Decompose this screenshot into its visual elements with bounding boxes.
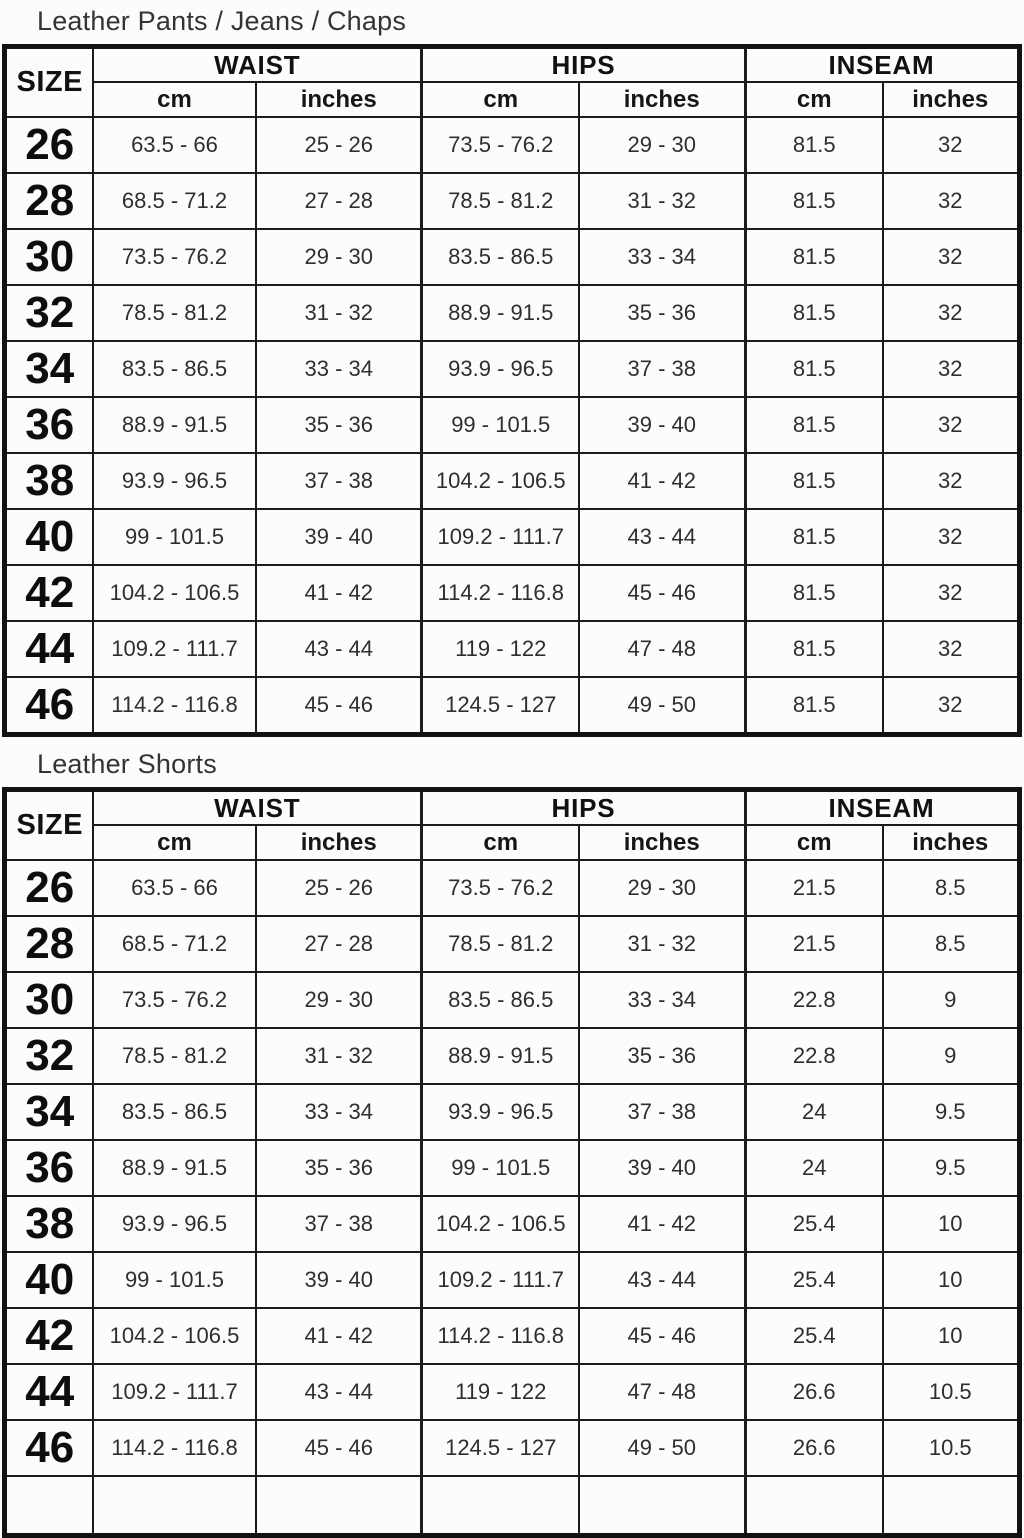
value-cell: 43 - 44 (579, 1252, 745, 1308)
value-cell: 25 - 26 (256, 117, 422, 173)
column-header-inseam-cm: cm (745, 82, 883, 117)
value-cell: 32 (883, 453, 1019, 509)
value-cell: 39 - 40 (579, 397, 745, 453)
value-cell: 45 - 46 (256, 677, 422, 735)
value-cell: 83.5 - 86.5 (422, 972, 579, 1028)
value-cell: 10.5 (883, 1420, 1019, 1476)
column-header-hips-cm: cm (422, 82, 579, 117)
value-cell: 8.5 (883, 916, 1019, 972)
size-cell: 36 (5, 1140, 93, 1196)
table-row (5, 1252, 1019, 1308)
value-cell: 31 - 32 (579, 916, 745, 972)
size-cell: 40 (5, 1252, 93, 1308)
value-cell: 9 (883, 1028, 1019, 1084)
value-cell: 31 - 32 (256, 1028, 422, 1084)
table-row (5, 1364, 1019, 1420)
value-cell: 25.4 (745, 1196, 883, 1252)
value-cell: 31 - 32 (579, 173, 745, 229)
table-row (5, 1308, 1019, 1364)
value-cell: 26.6 (745, 1420, 883, 1476)
size-cell: 38 (5, 453, 93, 509)
value-cell: 8.5 (883, 860, 1019, 916)
column-header-hips-cm: cm (422, 825, 579, 860)
value-cell: 37 - 38 (256, 453, 422, 509)
table-row (5, 229, 1019, 285)
size-cell: 28 (5, 916, 93, 972)
table-header (5, 790, 1019, 861)
column-header-inseam-inches: inches (883, 825, 1019, 860)
size-cell: 30 (5, 229, 93, 285)
value-cell: 25.4 (745, 1308, 883, 1364)
table-title-shorts: Leather Shorts (37, 749, 217, 779)
value-cell: 27 - 28 (256, 916, 422, 972)
value-cell: 32 (883, 565, 1019, 621)
column-header-inseam: INSEAM (745, 47, 1019, 83)
value-cell: 68.5 - 71.2 (93, 916, 256, 972)
value-cell: 81.5 (745, 453, 883, 509)
value-cell: 93.9 - 96.5 (422, 1084, 579, 1140)
size-cell: 32 (5, 1028, 93, 1084)
column-header-waist-cm: cm (93, 82, 256, 117)
value-cell: 43 - 44 (256, 621, 422, 677)
value-cell: 32 (883, 621, 1019, 677)
table-row (5, 285, 1019, 341)
value-cell: 73.5 - 76.2 (93, 972, 256, 1028)
column-header-waist: WAIST (93, 790, 422, 826)
size-cell: 32 (5, 285, 93, 341)
value-cell: 31 - 32 (256, 285, 422, 341)
value-cell: 109.2 - 111.7 (93, 621, 256, 677)
column-header-size: SIZE (5, 47, 93, 118)
value-cell: 49 - 50 (579, 677, 745, 735)
value-cell: 93.9 - 96.5 (93, 453, 256, 509)
size-cell: 40 (5, 509, 93, 565)
value-cell: 45 - 46 (579, 565, 745, 621)
value-cell: 39 - 40 (579, 1140, 745, 1196)
value-cell: 73.5 - 76.2 (93, 229, 256, 285)
value-cell: 83.5 - 86.5 (93, 1084, 256, 1140)
value-cell: 24 (745, 1140, 883, 1196)
value-cell: 45 - 46 (579, 1308, 745, 1364)
size-cell: 34 (5, 1084, 93, 1140)
value-cell: 104.2 - 106.5 (422, 453, 579, 509)
column-header-waist-cm: cm (93, 825, 256, 860)
size-cell: 36 (5, 397, 93, 453)
value-cell: 32 (883, 509, 1019, 565)
size-cell: 26 (5, 860, 93, 916)
size-cell: 44 (5, 621, 93, 677)
value-cell: 33 - 34 (256, 1084, 422, 1140)
value-cell: 33 - 34 (579, 972, 745, 1028)
value-cell: 109.2 - 111.7 (422, 1252, 579, 1308)
value-cell: 37 - 38 (579, 1084, 745, 1140)
value-cell: 37 - 38 (256, 1196, 422, 1252)
value-cell: 43 - 44 (579, 509, 745, 565)
table-row (5, 397, 1019, 453)
value-cell: 81.5 (745, 397, 883, 453)
value-cell: 83.5 - 86.5 (422, 229, 579, 285)
column-header-inseam: INSEAM (745, 790, 1019, 826)
value-cell: 35 - 36 (256, 1140, 422, 1196)
value-cell: 81.5 (745, 509, 883, 565)
value-cell: 81.5 (745, 341, 883, 397)
value-cell: 21.5 (745, 860, 883, 916)
table-row (5, 117, 1019, 173)
column-header-size: SIZE (5, 790, 93, 861)
column-header-hips-inches: inches (579, 82, 745, 117)
table-row (5, 509, 1019, 565)
value-cell: 32 (883, 397, 1019, 453)
size-cell: 46 (5, 677, 93, 735)
value-cell: 88.9 - 91.5 (93, 1140, 256, 1196)
value-cell: 119 - 122 (422, 1364, 579, 1420)
header-unit-row (5, 82, 1019, 117)
value-cell: 32 (883, 285, 1019, 341)
value-cell: 114.2 - 116.8 (422, 565, 579, 621)
value-cell: 81.5 (745, 677, 883, 735)
value-cell: 114.2 - 116.8 (93, 1420, 256, 1476)
table-body (5, 860, 1019, 1536)
value-cell: 68.5 - 71.2 (93, 173, 256, 229)
table-row (5, 173, 1019, 229)
value-cell: 114.2 - 116.8 (93, 677, 256, 735)
value-cell: 33 - 34 (579, 229, 745, 285)
column-header-waist-inches: inches (256, 82, 422, 117)
value-cell: 32 (883, 229, 1019, 285)
value-cell: 78.5 - 81.2 (422, 916, 579, 972)
table-title-pants: Leather Pants / Jeans / Chaps (37, 6, 407, 36)
value-cell: 35 - 36 (579, 285, 745, 341)
empty-cell (422, 1476, 579, 1536)
size-cell: 42 (5, 565, 93, 621)
empty-cell (256, 1476, 422, 1536)
value-cell: 27 - 28 (256, 173, 422, 229)
size-cell: 46 (5, 1420, 93, 1476)
value-cell: 32 (883, 173, 1019, 229)
value-cell: 9.5 (883, 1084, 1019, 1140)
table-row (5, 453, 1019, 509)
column-header-inseam-inches: inches (883, 82, 1019, 117)
value-cell: 41 - 42 (579, 453, 745, 509)
value-cell: 9 (883, 972, 1019, 1028)
size-cell: 44 (5, 1364, 93, 1420)
column-header-hips-inches: inches (579, 825, 745, 860)
value-cell: 33 - 34 (256, 341, 422, 397)
value-cell: 78.5 - 81.2 (93, 285, 256, 341)
size-cell: 42 (5, 1308, 93, 1364)
value-cell: 73.5 - 76.2 (422, 117, 579, 173)
header-group-row (5, 47, 1019, 83)
value-cell: 37 - 38 (579, 341, 745, 397)
value-cell: 21.5 (745, 916, 883, 972)
value-cell: 124.5 - 127 (422, 1420, 579, 1476)
value-cell: 104.2 - 106.5 (93, 565, 256, 621)
table-row (5, 1140, 1019, 1196)
column-header-waist-inches: inches (256, 825, 422, 860)
value-cell: 41 - 42 (579, 1196, 745, 1252)
size-chart-shorts (0, 749, 1024, 1538)
value-cell: 32 (883, 117, 1019, 173)
value-cell: 10 (883, 1252, 1019, 1308)
size-table-shorts (2, 787, 1021, 1538)
column-header-inseam-cm: cm (745, 825, 883, 860)
table-row (5, 1028, 1019, 1084)
value-cell: 29 - 30 (579, 860, 745, 916)
value-cell: 88.9 - 91.5 (422, 285, 579, 341)
value-cell: 104.2 - 106.5 (93, 1308, 256, 1364)
value-cell: 22.8 (745, 1028, 883, 1084)
size-cell: 30 (5, 972, 93, 1028)
value-cell: 81.5 (745, 285, 883, 341)
value-cell: 114.2 - 116.8 (422, 1308, 579, 1364)
table-row (5, 1420, 1019, 1476)
value-cell: 25.4 (745, 1252, 883, 1308)
table-row (5, 565, 1019, 621)
value-cell: 10 (883, 1308, 1019, 1364)
table-row (5, 341, 1019, 397)
value-cell: 24 (745, 1084, 883, 1140)
size-cell: 34 (5, 341, 93, 397)
value-cell: 93.9 - 96.5 (93, 1196, 256, 1252)
value-cell: 47 - 48 (579, 1364, 745, 1420)
value-cell: 78.5 - 81.2 (422, 173, 579, 229)
value-cell: 81.5 (745, 565, 883, 621)
value-cell: 99 - 101.5 (422, 1140, 579, 1196)
table-row (5, 916, 1019, 972)
table-row (5, 1196, 1019, 1252)
value-cell: 81.5 (745, 621, 883, 677)
header-unit-row (5, 825, 1019, 860)
value-cell: 78.5 - 81.2 (93, 1028, 256, 1084)
value-cell: 109.2 - 111.7 (422, 509, 579, 565)
value-cell: 43 - 44 (256, 1364, 422, 1420)
size-cell: 26 (5, 117, 93, 173)
column-header-waist: WAIST (93, 47, 422, 83)
value-cell: 9.5 (883, 1140, 1019, 1196)
empty-cell (5, 1476, 93, 1536)
value-cell: 99 - 101.5 (93, 509, 256, 565)
size-cell: 28 (5, 173, 93, 229)
table-row (5, 677, 1019, 735)
value-cell: 88.9 - 91.5 (422, 1028, 579, 1084)
value-cell: 35 - 36 (579, 1028, 745, 1084)
empty-cell (745, 1476, 883, 1536)
table-row (5, 621, 1019, 677)
value-cell: 99 - 101.5 (422, 397, 579, 453)
column-header-hips: HIPS (422, 790, 745, 826)
value-cell: 39 - 40 (256, 509, 422, 565)
value-cell: 73.5 - 76.2 (422, 860, 579, 916)
table-header (5, 47, 1019, 118)
value-cell: 83.5 - 86.5 (93, 341, 256, 397)
size-cell: 38 (5, 1196, 93, 1252)
table-row (5, 1084, 1019, 1140)
value-cell: 81.5 (745, 117, 883, 173)
value-cell: 41 - 42 (256, 1308, 422, 1364)
value-cell: 81.5 (745, 229, 883, 285)
value-cell: 32 (883, 677, 1019, 735)
value-cell: 29 - 30 (256, 229, 422, 285)
value-cell: 119 - 122 (422, 621, 579, 677)
value-cell: 81.5 (745, 173, 883, 229)
empty-cell (579, 1476, 745, 1536)
value-cell: 93.9 - 96.5 (422, 341, 579, 397)
table-row (5, 972, 1019, 1028)
value-cell: 104.2 - 106.5 (422, 1196, 579, 1252)
table-body (5, 117, 1019, 735)
value-cell: 26.6 (745, 1364, 883, 1420)
value-cell: 47 - 48 (579, 621, 745, 677)
value-cell: 39 - 40 (256, 1252, 422, 1308)
value-cell: 63.5 - 66 (93, 860, 256, 916)
value-cell: 124.5 - 127 (422, 677, 579, 735)
value-cell: 32 (883, 341, 1019, 397)
value-cell: 22.8 (745, 972, 883, 1028)
column-header-hips: HIPS (422, 47, 745, 83)
size-table-pants (2, 44, 1021, 737)
value-cell: 10.5 (883, 1364, 1019, 1420)
header-group-row (5, 790, 1019, 826)
clipped-row (5, 1476, 1019, 1536)
table-row (5, 860, 1019, 916)
size-chart-pants (0, 6, 1024, 737)
value-cell: 29 - 30 (256, 972, 422, 1028)
value-cell: 41 - 42 (256, 565, 422, 621)
value-cell: 25 - 26 (256, 860, 422, 916)
value-cell: 99 - 101.5 (93, 1252, 256, 1308)
value-cell: 29 - 30 (579, 117, 745, 173)
value-cell: 88.9 - 91.5 (93, 397, 256, 453)
empty-cell (883, 1476, 1019, 1536)
value-cell: 49 - 50 (579, 1420, 745, 1476)
value-cell: 10 (883, 1196, 1019, 1252)
value-cell: 35 - 36 (256, 397, 422, 453)
value-cell: 45 - 46 (256, 1420, 422, 1476)
value-cell: 109.2 - 111.7 (93, 1364, 256, 1420)
value-cell: 63.5 - 66 (93, 117, 256, 173)
empty-cell (93, 1476, 256, 1536)
